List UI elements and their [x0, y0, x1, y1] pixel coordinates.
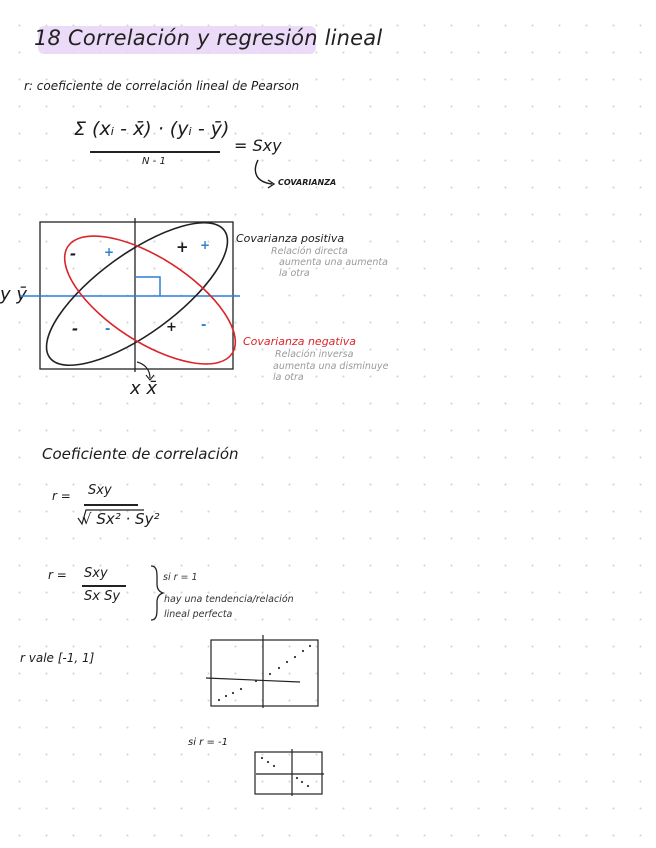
sign-top-right-plus-blue: + [200, 238, 211, 252]
negative-line-2: aumenta una disminuye [273, 361, 389, 372]
formula2-denominator: Sx Sy [84, 589, 121, 604]
neg-case-label: si r = -1 [188, 737, 228, 748]
covariance-arrow-label: COVARIANZA [278, 178, 337, 187]
r1-plot-hline [206, 678, 300, 682]
note-r-equals-1: si r = 1 [163, 572, 198, 583]
rneg1-plot-box [255, 752, 322, 794]
formula2-numerator: Sxy [84, 566, 108, 581]
x-mean-marker [137, 362, 150, 378]
formula1-numerator: Sxy [88, 483, 112, 498]
r-equals-2: r = [48, 568, 67, 582]
covariance-denominator: N - 1 [142, 156, 166, 167]
sign-top-left-plus: + [104, 245, 115, 259]
negative-line-1: Relación inversa [275, 349, 354, 360]
sqrt-sign [78, 510, 144, 524]
sign-bottom-left-minus-blue: - [105, 322, 111, 337]
covariance-numerator: Σ (xᵢ - x̄) · (yᵢ - ȳ) [74, 118, 230, 140]
sign-top-right-plus: + [176, 238, 189, 256]
correlation-heading: Coeficiente de correlación [42, 445, 239, 463]
positive-line-1: Relación directa [271, 246, 348, 257]
formula1-denominator: √ Sx² · Sy² [82, 510, 160, 528]
sign-top-left-minus: - [70, 245, 77, 263]
note-tendency: hay una tendencia/relación [164, 594, 294, 605]
sign-bottom-right-plus: + [166, 320, 177, 335]
axis-y-text: y ȳ [0, 284, 28, 305]
negative-covariance-title: Covarianza negativa [243, 335, 357, 348]
right-angle-mark [136, 277, 160, 296]
sign-bottom-left-minus: - [72, 320, 79, 338]
positive-covariance-title: Covarianza positiva [236, 232, 345, 245]
r1-plot-points [218, 645, 311, 701]
positive-line-2: aumenta una aumenta [279, 257, 388, 268]
note-linear-perfect: lineal perfecta [164, 609, 233, 620]
covariance-equals-sxy: = Sxy [234, 136, 282, 155]
positive-ellipse [26, 198, 248, 390]
title-number: 18 [34, 26, 62, 50]
title-text: Correlación y regresión lineal [68, 26, 383, 50]
axis-label-x-mean: x x̄ [130, 378, 158, 399]
curly-brace [151, 566, 163, 620]
r-range: r vale [-1, 1] [20, 651, 95, 665]
negative-line-3: la otra [273, 372, 304, 383]
pearson-definition: r: coeficiente de correlación lineal de Pearson [24, 79, 300, 93]
negative-ellipse [45, 211, 255, 388]
rneg1-plot-points [261, 757, 309, 787]
r-equals-1: r = [52, 489, 71, 503]
positive-line-3: la otra [279, 268, 310, 279]
sign-bottom-right-minus-blue: - [201, 318, 207, 333]
